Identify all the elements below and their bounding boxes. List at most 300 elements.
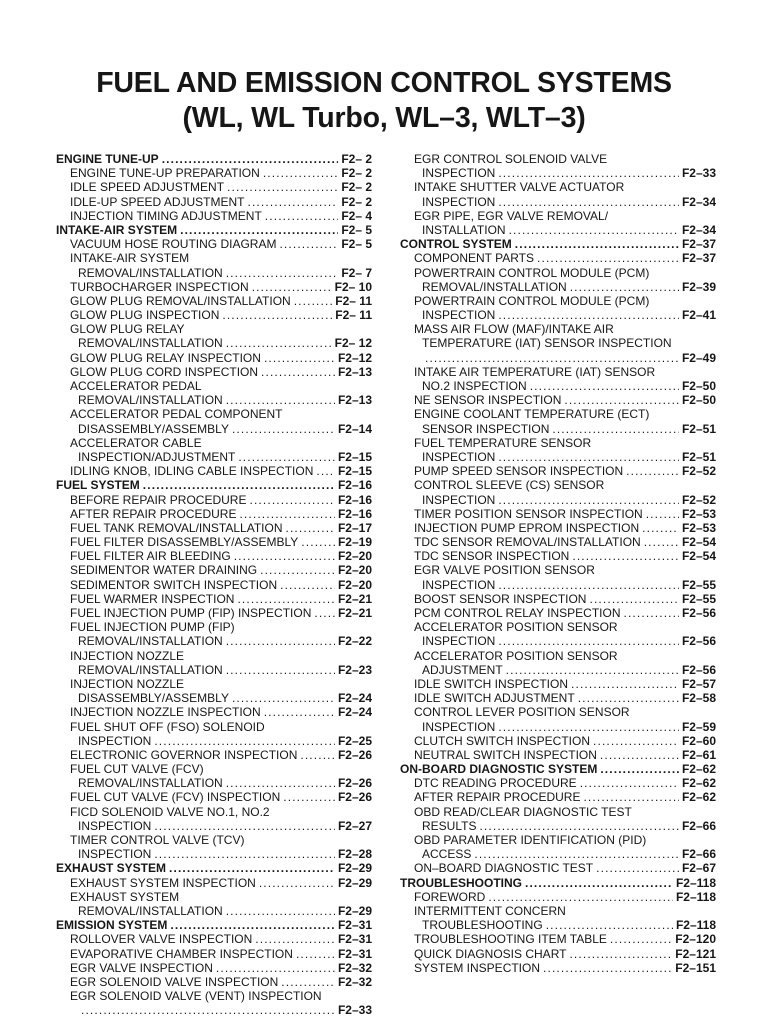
- toc-page-number: F2–54: [681, 549, 716, 564]
- toc-entry-label: REMOVAL/INSTALLATION: [78, 903, 223, 918]
- toc-entry-line: [56, 521, 372, 535]
- toc-entry-line: [56, 748, 372, 762]
- dot-leader: [546, 918, 673, 932]
- toc-entry-line: [56, 720, 372, 734]
- toc-entry-label: BEFORE REPAIR PROCEDURE: [70, 492, 247, 507]
- toc-page-number: F2–56: [681, 634, 716, 649]
- toc-entry-line: [400, 195, 716, 209]
- toc-entry-line: [400, 464, 716, 478]
- dot-leader: [596, 861, 679, 875]
- toc-entry[interactable]: [56, 649, 372, 677]
- toc-entry[interactable]: [56, 748, 372, 762]
- title-line-2: (WL, WL Turbo, WL–3, WLT–3): [182, 102, 586, 134]
- toc-entry[interactable]: [400, 507, 716, 521]
- toc-entry[interactable]: [400, 251, 716, 265]
- toc-entry[interactable]: [56, 521, 372, 535]
- toc-entry-label: FOREWORD: [414, 889, 486, 904]
- dot-leader: [646, 507, 679, 521]
- toc-entry[interactable]: [400, 180, 716, 208]
- toc-entry[interactable]: [400, 961, 716, 975]
- toc-entry-line: [400, 606, 716, 620]
- dot-leader: [264, 705, 335, 719]
- toc-page-number: F2–22: [337, 634, 372, 649]
- toc-page-number: F2– 12: [334, 336, 372, 351]
- toc-entry[interactable]: [400, 521, 716, 535]
- toc-page-number: F2–27: [337, 818, 372, 833]
- toc-entry-line: [56, 478, 372, 492]
- toc-entry[interactable]: [56, 351, 372, 365]
- toc-entry-label: REMOVAL/INSTALLATION: [78, 634, 223, 649]
- toc-entry-label: OBD PARAMETER IDENTIFICATION (PID): [414, 833, 647, 847]
- dot-leader: [571, 677, 679, 691]
- toc-entry[interactable]: [56, 805, 372, 833]
- toc-entry-line: [400, 790, 716, 804]
- dot-leader: [479, 819, 679, 833]
- toc-page-number: F2–53: [681, 520, 716, 535]
- toc-page-number: F2–66: [681, 847, 716, 862]
- toc-entry[interactable]: [400, 705, 716, 733]
- dot-leader: [314, 606, 335, 620]
- dot-leader: [578, 691, 679, 705]
- toc-entry[interactable]: [56, 833, 372, 861]
- toc-entry[interactable]: [56, 365, 372, 379]
- dot-leader: [425, 351, 679, 365]
- toc-entry[interactable]: [400, 549, 716, 563]
- toc-entry-line: [56, 705, 372, 719]
- toc-entry-label: SYSTEM INSPECTION: [414, 960, 541, 975]
- toc-entry-label: REMOVAL/INSTALLATION: [78, 662, 223, 677]
- toc-page-number: F2–62: [681, 762, 716, 777]
- toc-entry-line: [400, 152, 716, 166]
- toc-entry-line: [400, 308, 716, 322]
- toc-entry[interactable]: [400, 904, 716, 932]
- toc-entry-line: [400, 407, 716, 421]
- toc-page-number: F2–29: [337, 861, 372, 876]
- toc-entry-line: [400, 478, 716, 492]
- toc-entry-line: [400, 436, 716, 450]
- toc-entry-label: COMPONENT PARTS: [414, 251, 535, 266]
- toc-entry-line: [400, 223, 716, 237]
- toc-entry-line: [56, 861, 372, 875]
- toc-entry-label: IDLE-UP SPEED ADJUSTMENT: [70, 194, 245, 209]
- page-title: [0, 66, 768, 136]
- dot-leader: [143, 478, 335, 492]
- toc-entry[interactable]: [400, 365, 716, 393]
- toc-page-number: F2–62: [681, 790, 716, 805]
- toc-entry-label: INTAKE-AIR SYSTEM: [56, 222, 178, 237]
- toc-entry-line: [400, 336, 716, 350]
- toc-page-number: F2–25: [337, 733, 372, 748]
- toc-page-number: F2–28: [337, 847, 372, 862]
- toc-entry[interactable]: [400, 790, 716, 804]
- dot-leader: [263, 166, 339, 180]
- toc-entry[interactable]: [400, 833, 716, 861]
- toc-entry-line: [56, 223, 372, 237]
- toc-entry-label: REMOVAL/INSTALLATION: [422, 279, 567, 294]
- toc-entry-line: [56, 322, 372, 336]
- toc-entry-line: [400, 734, 716, 748]
- toc-entry[interactable]: [400, 478, 716, 506]
- toc-page-number: F2–29: [337, 875, 372, 890]
- dot-leader: [237, 592, 335, 606]
- toc-page-number: F2–24: [337, 691, 372, 706]
- toc-entry-label: INSPECTION: [422, 634, 496, 649]
- toc-entry-line: [56, 251, 372, 265]
- toc-entry-label: TEMPERATURE (IAT) SENSOR INSPECTION: [422, 336, 672, 351]
- toc-entry-label: INSPECTION: [422, 308, 496, 323]
- dot-leader: [580, 776, 679, 790]
- toc-page-number: F2–29: [337, 903, 372, 918]
- toc-entry-label: NE SENSOR INSPECTION: [414, 393, 562, 408]
- toc-entry-label: ENGINE COOLANT TEMPERATURE (ECT): [414, 407, 650, 422]
- toc-entry-label: VACUUM HOSE ROUTING DIAGRAM: [70, 237, 277, 252]
- toc-page-number: F2–54: [681, 535, 716, 550]
- toc-entry-label: MASS AIR FLOW (MAF)/INTAKE AIR: [414, 322, 614, 337]
- toc-entry-line: [56, 876, 372, 890]
- toc-entry-label: CONTROL LEVER POSITION SENSOR: [414, 705, 630, 720]
- toc-entry[interactable]: [400, 535, 716, 549]
- toc-entry-label: POWERTRAIN CONTROL MODULE (PCM): [414, 265, 650, 280]
- toc-entry[interactable]: [400, 932, 716, 946]
- toc-entry-line: [56, 663, 372, 677]
- toc-entry-line: [56, 351, 372, 365]
- toc-entry[interactable]: [400, 734, 716, 748]
- toc-entry[interactable]: [56, 251, 372, 279]
- toc-entry-line: [400, 720, 716, 734]
- dot-leader: [154, 847, 335, 861]
- dot-leader: [81, 1003, 335, 1017]
- dot-leader: [498, 720, 679, 734]
- dot-leader: [537, 251, 679, 265]
- toc-entry-label: FUEL WARMER INSPECTION: [70, 591, 235, 606]
- toc-entry-line: [400, 961, 716, 975]
- toc-entry[interactable]: [400, 677, 716, 691]
- toc-entry-line: [56, 578, 372, 592]
- toc-entry[interactable]: [56, 592, 372, 606]
- toc-page-number: F2–37: [681, 251, 716, 266]
- toc-entry-label: FUEL FILTER DISASSEMBLY/ASSEMBLY: [70, 535, 299, 550]
- toc-entry[interactable]: [400, 152, 716, 180]
- toc-entry[interactable]: [400, 947, 716, 961]
- toc-entry[interactable]: [400, 776, 716, 790]
- toc-entry[interactable]: [400, 322, 716, 365]
- toc-entry[interactable]: [56, 947, 372, 961]
- toc-entry[interactable]: [56, 677, 372, 705]
- toc-entry-line: [56, 819, 372, 833]
- toc-entry-line: [56, 1003, 372, 1017]
- toc-entry[interactable]: [56, 975, 372, 989]
- toc-entry-label: INSPECTION: [78, 818, 152, 833]
- toc-entry-label: NEUTRAL SWITCH INSPECTION: [414, 747, 597, 762]
- toc-entry[interactable]: [56, 294, 372, 308]
- toc-entry[interactable]: [56, 436, 372, 464]
- toc-page-number: F2– 7: [341, 265, 372, 280]
- toc-page-number: F2–57: [681, 676, 716, 691]
- toc-section-heading[interactable]: [56, 861, 372, 875]
- toc-entry[interactable]: [56, 180, 372, 194]
- dot-leader: [247, 195, 338, 209]
- toc-entry[interactable]: [56, 237, 372, 251]
- toc-section-heading[interactable]: [400, 237, 716, 251]
- toc-entry-label: TROUBLESHOOTING: [400, 875, 522, 890]
- toc-page-number: F2–20: [337, 549, 372, 564]
- toc-entry-label: INSPECTION: [422, 194, 496, 209]
- toc-entry[interactable]: [56, 507, 372, 521]
- toc-entry-line: [56, 606, 372, 620]
- toc-entry-label: DTC READING PROCEDURE: [414, 776, 577, 791]
- toc-page-number: F2– 2: [341, 166, 372, 181]
- toc-entry-line: [400, 932, 716, 946]
- toc-entry[interactable]: [400, 606, 716, 620]
- toc-entry[interactable]: [56, 961, 372, 975]
- toc-entry[interactable]: [56, 493, 372, 507]
- toc-section-heading[interactable]: [400, 876, 716, 890]
- toc-entry-label: INSPECTION/ADJUSTMENT: [78, 449, 236, 464]
- dot-leader: [259, 876, 335, 890]
- toc-page-number: F2–118: [675, 875, 716, 890]
- toc-entry-line: [400, 677, 716, 691]
- toc-entry-line: [56, 904, 372, 918]
- toc-page-number: F2–20: [337, 563, 372, 578]
- toc-entry[interactable]: [400, 294, 716, 322]
- toc-entry[interactable]: [400, 464, 716, 478]
- toc-entry[interactable]: [400, 691, 716, 705]
- toc-entry-line: [56, 620, 372, 634]
- toc-entry[interactable]: [56, 195, 372, 209]
- dot-leader: [316, 464, 335, 478]
- toc-entry-line: [400, 507, 716, 521]
- toc-entry-label: OBD READ/CLEAR DIAGNOSTIC TEST: [414, 804, 632, 819]
- toc-entry[interactable]: [400, 620, 716, 648]
- dot-leader: [281, 975, 335, 989]
- toc-page-number: F2–66: [681, 818, 716, 833]
- toc-page-number: F2–34: [681, 194, 716, 209]
- toc-page-number: F2–61: [681, 747, 716, 762]
- toc-entry-line: [400, 705, 716, 719]
- toc-entry[interactable]: [56, 989, 372, 1017]
- toc-entry-label: TIMER POSITION SENSOR INSPECTION: [414, 506, 643, 521]
- toc-entry[interactable]: [56, 280, 372, 294]
- toc-entry-line: [400, 521, 716, 535]
- toc-entry-line: [400, 649, 716, 663]
- toc-entry[interactable]: [56, 407, 372, 435]
- toc-entry-label: IDLE SWITCH INSPECTION: [414, 676, 569, 691]
- toc-page-number: F2–59: [681, 719, 716, 734]
- toc-entry-label: INTAKE-AIR SYSTEM: [70, 251, 190, 266]
- toc-page-number: F2–55: [681, 591, 716, 606]
- toc-entry[interactable]: [56, 606, 372, 620]
- toc-right-column: [400, 152, 716, 975]
- toc-section-heading[interactable]: [56, 478, 372, 492]
- toc-entry[interactable]: [56, 720, 372, 748]
- toc-entry-line: [56, 918, 372, 932]
- toc-entry-line: [400, 294, 716, 308]
- toc-entry[interactable]: [56, 932, 372, 946]
- toc-entry-line: [400, 776, 716, 790]
- toc-entry-line: [56, 563, 372, 577]
- toc-entry[interactable]: [400, 563, 716, 591]
- toc-entry-label: CONTROL SLEEVE (CS) SENSOR: [414, 478, 605, 493]
- dot-leader: [162, 152, 339, 166]
- toc-entry-line: [56, 507, 372, 521]
- toc-entry-label: ACCELERATOR POSITION SENSOR: [414, 648, 618, 663]
- toc-entry-line: [400, 918, 716, 932]
- dot-leader: [255, 932, 335, 946]
- toc-entry-line: [400, 351, 716, 365]
- toc-entry-label: INSPECTION: [422, 449, 496, 464]
- dot-leader: [226, 634, 335, 648]
- toc-entry-line: [56, 549, 372, 563]
- toc-entry-line: [400, 847, 716, 861]
- toc-entry[interactable]: [56, 535, 372, 549]
- toc-entry[interactable]: [56, 308, 372, 322]
- toc-entry-label: REMOVAL/INSTALLATION: [78, 265, 223, 280]
- toc-entry-label: SEDIMENTOR SWITCH INSPECTION: [70, 577, 278, 592]
- dot-leader: [498, 634, 679, 648]
- toc-entry-line: [400, 450, 716, 464]
- toc-entry[interactable]: [56, 322, 372, 350]
- dot-leader: [498, 493, 679, 507]
- toc-page-number: F2–20: [337, 577, 372, 592]
- toc-entry[interactable]: [56, 563, 372, 577]
- toc-page-number: F2–51: [681, 449, 716, 464]
- toc-entry-line: [56, 464, 372, 478]
- toc-entry[interactable]: [56, 890, 372, 918]
- toc-entry-line: [400, 947, 716, 961]
- toc-page-number: F2–26: [337, 747, 372, 762]
- toc-entry[interactable]: [56, 209, 372, 223]
- toc-section-heading[interactable]: [56, 223, 372, 237]
- toc-page-number: F2–26: [337, 790, 372, 805]
- toc-page-number: F2–51: [681, 421, 716, 436]
- dot-leader: [569, 947, 672, 961]
- toc-entry-label: EMISSION SYSTEM: [56, 918, 168, 933]
- dot-leader: [572, 549, 679, 563]
- toc-entry-label: SEDIMENTOR WATER DRAINING: [70, 563, 258, 578]
- toc-entry[interactable]: [400, 266, 716, 294]
- toc-entry-label: AFTER REPAIR PROCEDURE: [70, 506, 237, 521]
- toc-entry-label: INSPECTION: [78, 847, 152, 862]
- dot-leader: [238, 450, 335, 464]
- toc-entry-line: [56, 890, 372, 904]
- toc-entry-label: EVAPORATIVE CHAMBER INSPECTION: [70, 946, 293, 961]
- toc-section-heading[interactable]: [400, 762, 716, 776]
- toc-entry-line: [400, 890, 716, 904]
- toc-entry-label: POWERTRAIN CONTROL MODULE (PCM): [414, 293, 650, 308]
- toc-page-number: F2– 2: [341, 194, 372, 209]
- toc-entry[interactable]: [400, 649, 716, 677]
- toc-page-number: F2–50: [681, 393, 716, 408]
- toc-entry-line: [400, 493, 716, 507]
- toc-entry[interactable]: [400, 393, 716, 407]
- toc-entry-label: TROUBLESHOOTING: [422, 918, 543, 933]
- dot-leader: [644, 535, 679, 549]
- toc-entry[interactable]: [56, 464, 372, 478]
- toc-entry-label: REMOVAL/INSTALLATION: [78, 776, 223, 791]
- dot-leader: [642, 521, 679, 535]
- dot-leader: [564, 393, 679, 407]
- toc-entry-line: [56, 393, 372, 407]
- toc-entry-line: [400, 876, 716, 890]
- toc-entry-line: [400, 634, 716, 648]
- toc-entry-line: [400, 322, 716, 336]
- toc-page-number: F2–118: [675, 918, 716, 933]
- toc-page-number: F2–26: [337, 776, 372, 791]
- toc-entry[interactable]: [56, 762, 372, 790]
- toc-entry[interactable]: [400, 748, 716, 762]
- toc-entry[interactable]: [56, 549, 372, 563]
- toc-entry-line: [400, 592, 716, 606]
- toc-entry-line: [400, 805, 716, 819]
- toc-entry-label: ACCELERATOR PEDAL: [70, 379, 202, 393]
- toc-entry[interactable]: [56, 166, 372, 180]
- dot-leader: [623, 606, 678, 620]
- toc-entry[interactable]: [56, 620, 372, 648]
- toc-page-number: F2–24: [337, 705, 372, 720]
- toc-entry-label: ELECTRONIC GOVERNOR INSPECTION: [70, 747, 298, 762]
- toc-entry-label: CLUTCH SWITCH INSPECTION: [414, 733, 591, 748]
- toc-entry[interactable]: [400, 805, 716, 833]
- dot-leader: [515, 237, 679, 251]
- toc-entry-label: EGR SOLENOID VALVE (VENT) INSPECTION: [70, 989, 322, 1004]
- toc-entry-label: DISASSEMBLY/ASSEMBLY: [78, 691, 229, 706]
- dot-leader: [222, 308, 332, 322]
- toc-entry-line: [56, 294, 372, 308]
- toc-page-number: F2–14: [337, 421, 372, 436]
- toc-entry-label: FUEL INJECTION PUMP (FIP): [70, 620, 235, 635]
- toc-left-column: [56, 152, 372, 1017]
- toc-entry-label: ENGINE TUNE-UP PREPARATION: [70, 166, 260, 181]
- toc-entry[interactable]: [56, 578, 372, 592]
- toc-entry-line: [56, 535, 372, 549]
- dot-leader: [226, 904, 335, 918]
- toc-page-number: F2– 11: [335, 293, 372, 308]
- toc-page-number: F2–50: [681, 379, 716, 393]
- toc-entry-label: FUEL SHUT OFF (FSO) SOLENOID: [70, 719, 265, 734]
- toc-entry[interactable]: [400, 890, 716, 904]
- toc-entry-label: IDLE SPEED ADJUSTMENT: [70, 180, 225, 195]
- toc-entry-line: [56, 166, 372, 180]
- toc-entry-label: INTAKE AIR TEMPERATURE (IAT) SENSOR: [414, 364, 656, 379]
- toc-section-heading[interactable]: [56, 918, 372, 932]
- toc-entry[interactable]: [400, 209, 716, 237]
- toc-entry[interactable]: [56, 790, 372, 804]
- dot-leader: [226, 266, 339, 280]
- toc-entry[interactable]: [400, 592, 716, 606]
- toc-entry-label: EGR SOLENOID VALVE INSPECTION: [70, 974, 279, 989]
- toc-page-number: F2–17: [337, 520, 372, 535]
- toc-entry-line: [56, 790, 372, 804]
- toc-page-number: F2– 4: [341, 208, 372, 223]
- dot-leader: [252, 280, 332, 294]
- toc-entry[interactable]: [400, 407, 716, 435]
- toc-entry[interactable]: [400, 436, 716, 464]
- dot-leader: [232, 422, 335, 436]
- dot-leader: [506, 663, 679, 677]
- toc-entry[interactable]: [56, 876, 372, 890]
- toc-entry-label: ON–BOARD DIAGNOSTIC TEST: [414, 861, 594, 876]
- toc-entry-line: [400, 535, 716, 549]
- toc-entry[interactable]: [56, 705, 372, 719]
- title-line-1: FUEL AND EMISSION CONTROL SYSTEMS: [96, 67, 672, 99]
- dot-leader: [610, 932, 672, 946]
- toc-entry[interactable]: [56, 379, 372, 407]
- toc-page-number: F2– 10: [334, 279, 372, 294]
- toc-page-number: F2–56: [681, 606, 716, 620]
- toc-section-heading[interactable]: [56, 152, 372, 166]
- toc-entry-line: [400, 237, 716, 251]
- toc-entry[interactable]: [400, 861, 716, 875]
